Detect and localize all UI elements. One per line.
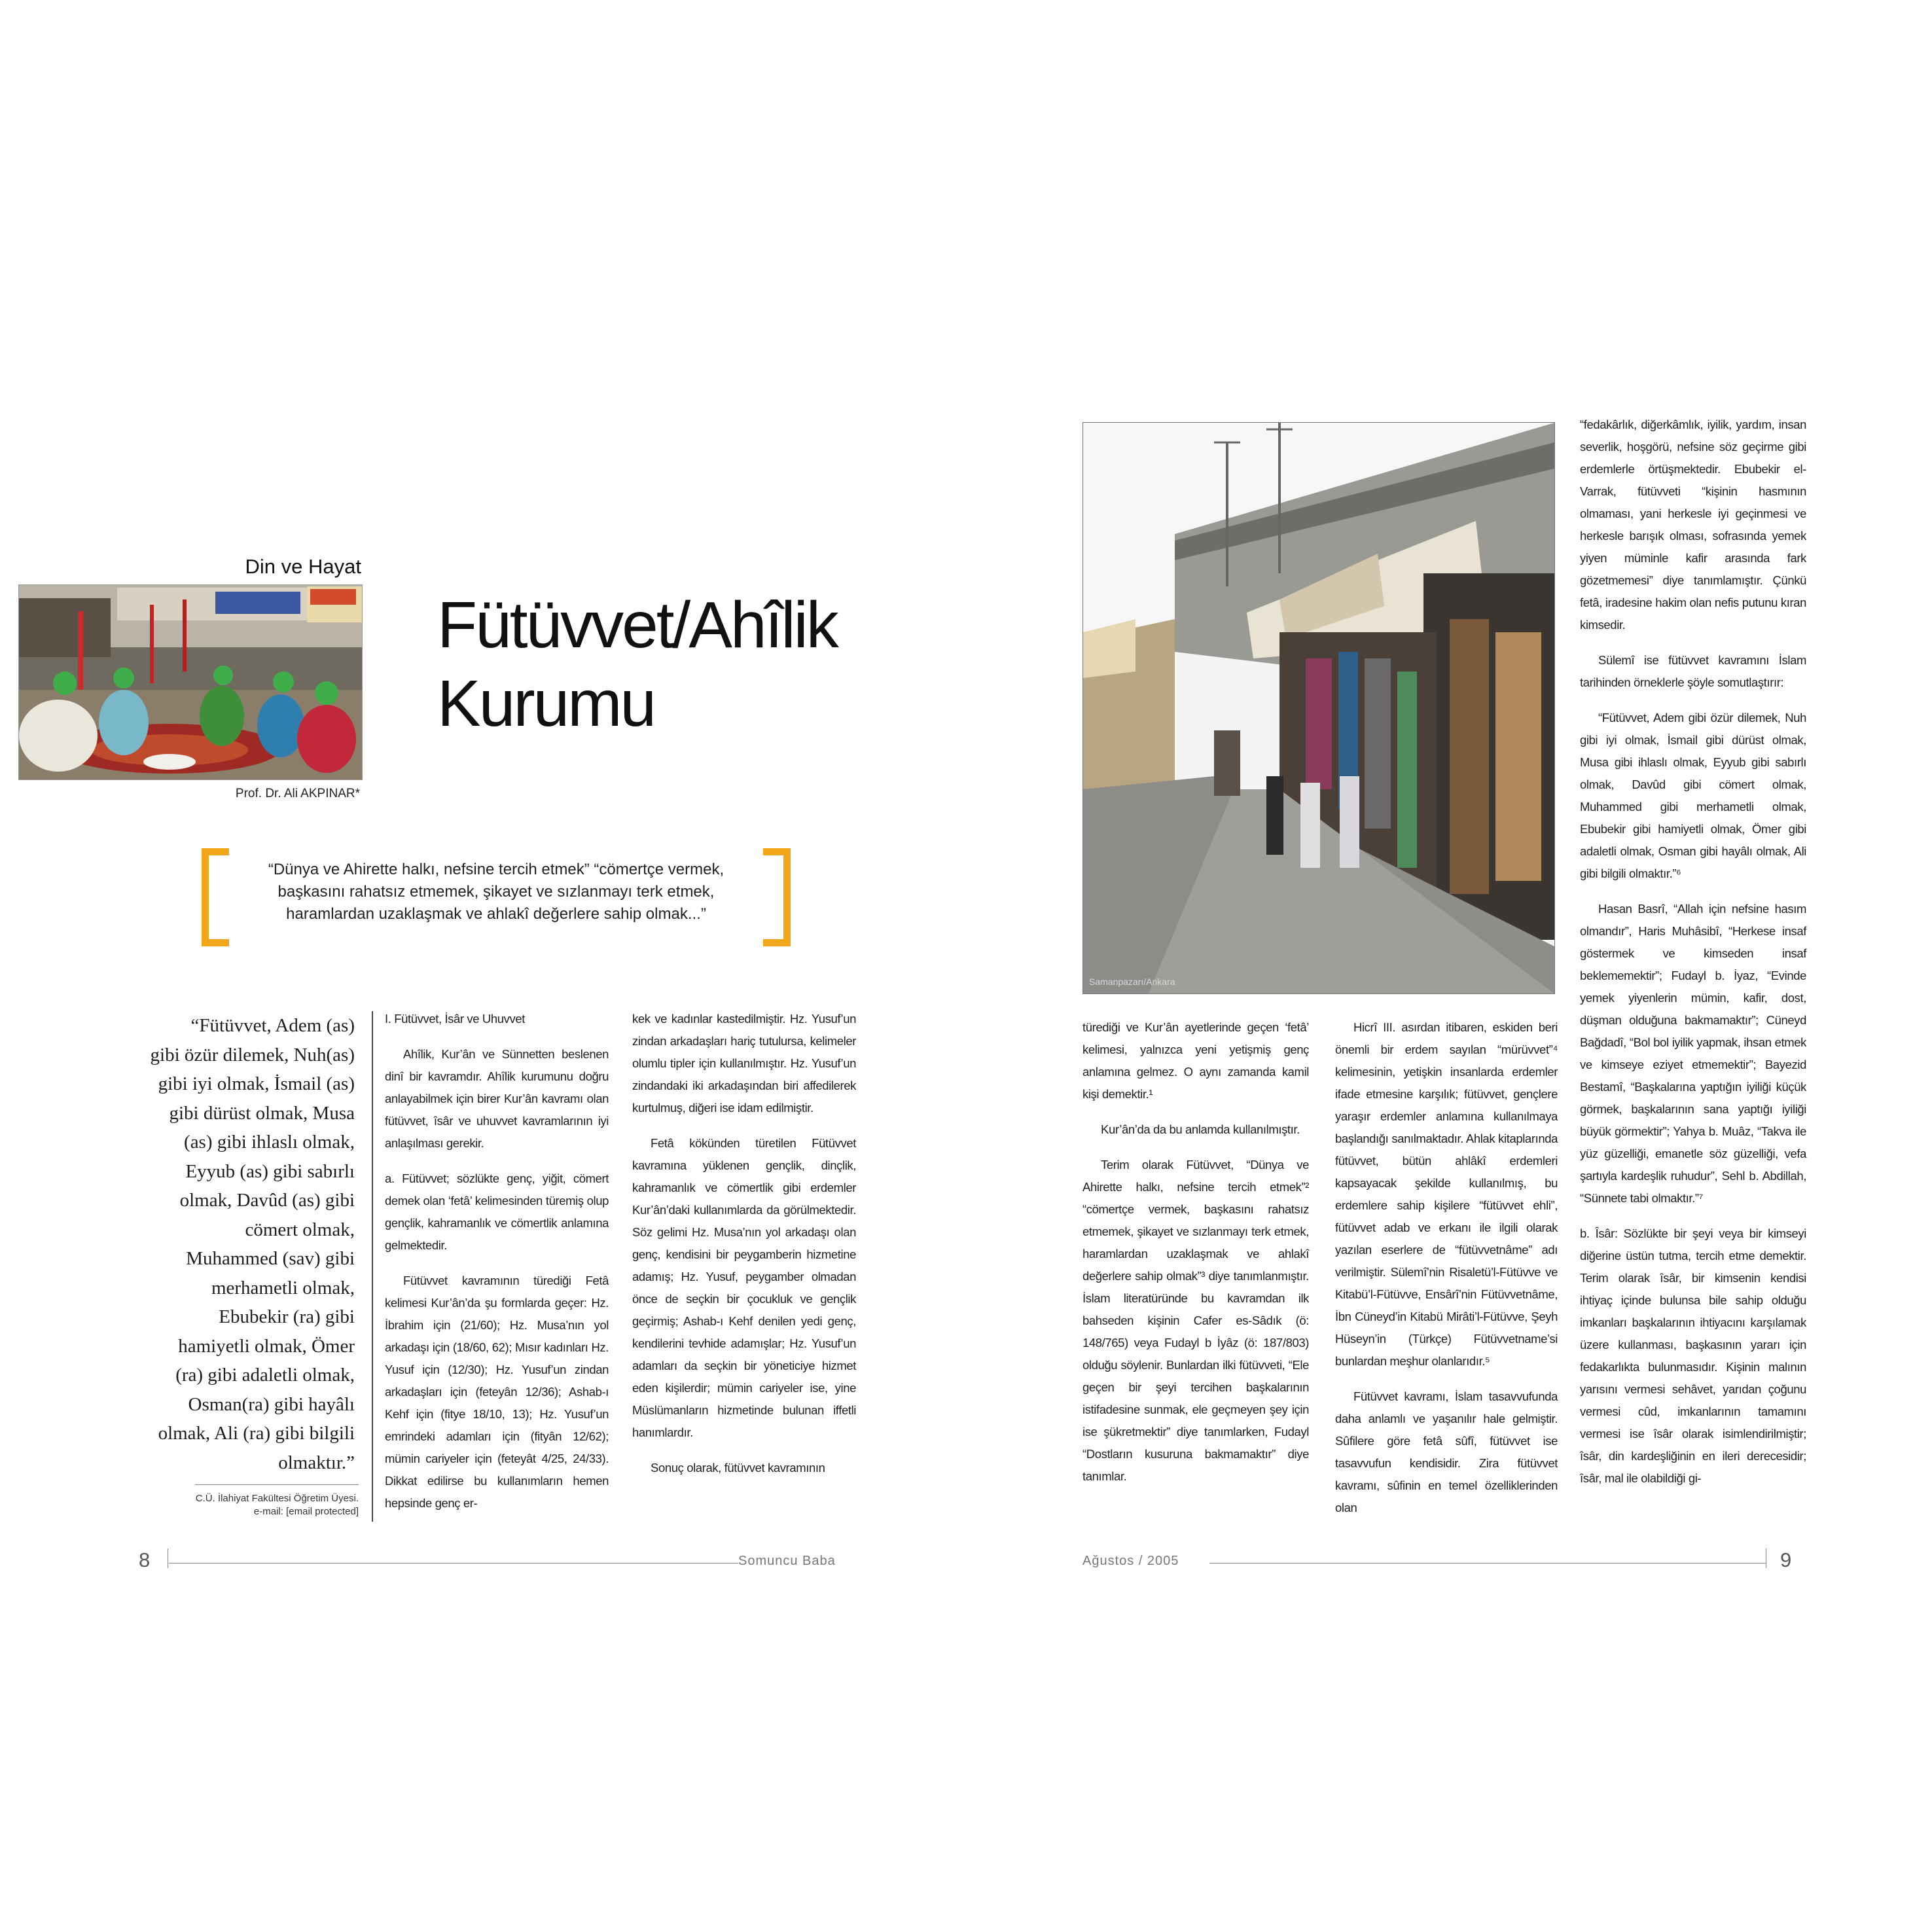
paragraph: b. Îsâr: Sözlükte bir şeyi veya bir kimseyi diğerine üstün tutma, tercih etme demektir. Terim olarak îsâr, bir kimsenin kendisi ihtiyaç içinde bulunsa bile sahip olduğu imkanları başkalarının ihtiyacını karşılamak üzere kullanması, başkasının yararı için fedakarlıkta bulunmasıdır. Kişinin malının yarısını vermesi sehâvet, yarıdan çoğunu vermesi cûd, imkanlarının tamamını vermesi ise îsâr olarak isimlendirilmiştir; îsâr, din kardeşliğinin en ileri derecesidir; îsâr, mal ile olabildiği gi- xyxy=(1580,1226,1806,1485)
paragraph: Hasan Basrî, “Allah için nefsine hasım olmandır”, Haris Muhâsibî, “Herkese insaf göstermek ve kimseden insaf beklememektir”; Fudayl b. İyaz, “Evinde yemek yiyenlerin mümin, kafir, dost, düşman olduğuna bakmamaktır”; Cüneyd Bağdadî, “Bol bol iyilik yapmak, ihsan etmek ve kimseye eziyet etmemektir”; Bayezid Bestamî, “Başkalarına yaptığın iyiliği küçük görmek, başkalarının sana yaptığı iyiliği büyük görmektir”; Yahya b. Muâz, “Takva ile yüz güzelliği, emanetle söz güzelliği, vefa şartıyla kardeşlik ruhudur”, Sehl b. Abdillah, “Sünnete tabi olmaktır.”⁷ xyxy=(1580,902,1806,1205)
paragraph: türediği ve Kur’ân ayetlerinde geçen ‘fetâ’ kelimesi, yalnızca yeni yetişmiş genç anlamına gelmez. O aynı zamanda kamil kişi demektir.¹ xyxy=(1082,1020,1309,1101)
page-number-right: 9 xyxy=(1780,1548,1792,1571)
paragraph: Ahîlik, Kur’ân ve Sünnetten beslenen dinî bir kavramdır. Ahîlik kurumunu doğru anlayabilmek için birer Kur’ân kavramı olan fütüvvet, îsâr ve uhuvvet kavramlarının iyi anlaşılması gerekir. xyxy=(385,1047,609,1150)
affiliation-divider xyxy=(195,1484,359,1485)
intro-quote xyxy=(202,848,791,948)
pull-quote-line: gibi dürüst olmak, Musa xyxy=(169,1102,355,1124)
pull-quote-line: olmaktır.” xyxy=(278,1452,355,1473)
paragraph: Sonuç olarak, fütüvvet kavramının xyxy=(651,1461,825,1475)
text-column-4 xyxy=(1335,1016,1558,1532)
left-bracket xyxy=(202,848,229,946)
paragraph: Fetâ kökünden türetilen Fütüvvet kavramına yüklenen gençlik, dinçlik, kahramanlık ve cömertlik gibi erdemler Kur’ân’daki kullanımlarda da görülmektedir. Söz gelimi Hz. Musa’nın yol arkadaşı olan genç, kendisini bir peygamberin hizmetine adamış; Hz. Yusuf, peygamber olmadan önce de seçkin bir çocukluk ve gençlik geçirmiş; Ashab-ı Kehf denilen yedi genç, kendilerini tevhide adamışlar; Hz. Yusuf’un adamları da seçkin bir yöneticiye hizmet eden kişilerdir; mümin cariyeler ise, yine Müslümanların hizmetinde bulunan iffetli hanımlardır. xyxy=(632,1136,856,1439)
pull-quote-line: “Fütüvvet, Adem (as) xyxy=(190,1015,355,1036)
pull-quote-line: hamiyetli olmak, Ömer xyxy=(178,1335,355,1357)
pull-quote-line: merhametli olmak, xyxy=(211,1277,355,1298)
column-divider xyxy=(372,1011,373,1522)
paragraph: “Fütüvvet, Adem gibi özür dilemek, Nuh gibi iyi olmak, İsmail gibi dürüst olmak, Musa gibi ihlaslı olmak, Eyyub gibi sabırlı olmak, Davûd gibi cömert olmak, Muhammed gibi merhametli olmak, Ebubekir gibi hamiyetli olmak, Ömer gibi adaletli olmak, Osman gibi hayâlı olmak, Ali gibi bilgili olmaktır.”⁶ xyxy=(1580,711,1806,880)
article-title xyxy=(437,586,895,743)
footer-rule-right xyxy=(1209,1563,1766,1564)
section-label: Din ve Hayat xyxy=(245,555,361,578)
ceremony-photo-illustration xyxy=(19,585,362,779)
footer-rule-left xyxy=(169,1563,738,1564)
paragraph: Kur’ân’da da bu anlamda kullanılmıştır. xyxy=(1101,1122,1300,1136)
author-email[interactable]: e-mail: [email protected] xyxy=(253,1506,359,1517)
intro-quote-line: haramlardan uzaklaşmak ve ahlakî değerlere sahip olmak...” xyxy=(286,905,706,923)
pull-quote-line: gibi iyi olmak, İsmail (as) xyxy=(158,1073,355,1094)
bazaar-street-illustration xyxy=(1083,423,1554,993)
photo-caption: Samanpazarı/Ankara xyxy=(1089,976,1175,987)
title-line-2: Kurumu xyxy=(437,667,655,740)
author-affiliation xyxy=(157,1492,359,1518)
pull-quote xyxy=(105,1011,355,1477)
text-column-2 xyxy=(632,1008,856,1492)
paragraph: Fütüvvet kavramı, İslam tasavvufunda daha anlamlı ve yaşanılır hale gelmiştir. Sûfilere göre fetâ sûfî, fütüvvet ise tasavvufun kendisidir. Zira fütüvvet kavramı, sûfinin en temel özelliklerinden olan xyxy=(1335,1389,1558,1514)
magazine-name: Somuncu Baba xyxy=(738,1554,836,1568)
paragraph: Terim olarak Fütüvvet, “Dünya ve Ahirette halkı, nefsine tercih etmek”² “cömertçe vermek, başkasını rahatsız etmemek, şikayet ve sızlanmayı terk etmek, haramlardan uzaklaşmak ve ahlakî değerlere sahip olmak”³ diye tanımlanmıştır. İslam literatüründe bu kavramdan ilk bahseden kişinin Cafer es-Sâdık (ö: 148/765) veya Fudayl b İyâz (ö: 187/803) olduğu söylenir. Bunlardan ilki fütüvveti, “Ele geçen bir şeyi tercihen başkalarının istifadesine sunmak, ele geçmeyen şey için ise şükretmektir” diye tanımlarken, Fudayl “Dostların kusuruna bakmamaktır” diye tanımlar. xyxy=(1082,1158,1309,1483)
ceremony-photo xyxy=(18,584,363,780)
intro-quote-line: “Dünya ve Ahirette halkı, nefsine tercih etmek” “cömertçe vermek, xyxy=(268,861,724,878)
pull-quote-line: gibi özür dilemek, Nuh(as) xyxy=(150,1044,355,1065)
pull-quote-line: Osman(ra) gibi hayâlı xyxy=(188,1393,355,1415)
title-line-1: Fütüvvet/Ahîlik xyxy=(437,588,837,662)
pull-quote-line: Eyyub (as) gibi sabırlı xyxy=(185,1160,355,1182)
paragraph: Sülemî ise fütüvvet kavramını İslam tarihinden örneklerle şöyle somutlaştırır: xyxy=(1580,653,1806,689)
text-column-1 xyxy=(385,1008,609,1528)
text-column-3 xyxy=(1082,1016,1309,1501)
pull-quote-line: (as) gibi ihlaslı olmak, xyxy=(184,1132,355,1153)
intro-quote-text xyxy=(241,859,751,925)
paragraph: kek ve kadınlar kastedilmiştir. Hz. Yusuf’un zindan arkadaşları hariç tutulursa, kelimeler olumlu tipler için kullanılmıştır. Hz. Yusuf’un zindandaki iki arkadaşından biri affedilerek kurtulmuş, diğeri ise idam edilmiştir. xyxy=(632,1012,856,1115)
text-column-5 xyxy=(1580,414,1806,1503)
pull-quote-line: olmak, Davûd (as) gibi xyxy=(179,1190,355,1211)
paragraph: Hicrî III. asırdan itibaren, eskiden beri önemli bir erdem sayılan “mürüvvet”⁴ kelimesinin, yetişkin insanlarda erdemler ifade etmesine karşılık; fütüvvet, gençlere yaraşır erdemler anlamına kullanılmaya başlandığı sanılmaktadır. Ahlak kitaplarında fütüvvet, bütün ahlâkî erdemleri kapsayacak şekilde kullanılmış, bu erdemlere sahip kişilere “fütüvvet ehli”, fütüvvet adab ve erkanı ile ilgili olarak yazılan eserlere de “fütüvvetnâme” adı verilmiştir. Sülemî’nin Risaletü’l-Fütüvve ve Kitabü’l-Fütüvve, Ensârî’nin Fütüvvetnâme, İbn Cüneyd’in Kitabü Mirâti’l-Fütüvve, Şeyh Hüseyn’in (Türkçe) Fütüvvetname’si bunlardan meşhur olanlarıdır.⁵ xyxy=(1335,1020,1558,1368)
paragraph: Fütüvvet kavramının türediği Fetâ kelimesi Kur’ân’da şu formlarda geçer: Hz. İbrahim için (21/60); Hz. Musa’nın yol arkadaşı için (18/60, 62); Mısır kadınları Hz. Yusuf için (12/30); Hz. Yusuf’un zindan arkadaşları için (feteyân 12/36); Ashab-ı Kehf için (fitye 18/10, 13); Hz. Yusuf’un emrindeki adamları için (fityân 12/62); mümin cariyeler için (feteyât 4/25, 24/33). Dikkat edilirse bu kullanımların hemen hepsinde genç er- xyxy=(385,1274,609,1510)
pull-quote-line: cömert olmak, xyxy=(245,1219,355,1240)
page-number-left: 8 xyxy=(139,1548,151,1571)
author-byline: Prof. Dr. Ali AKPINAR* xyxy=(235,787,360,800)
pull-quote-line: olmak, Ali (ra) gibi bilgili xyxy=(158,1423,355,1444)
section-heading: I. Fütüvvet, İsâr ve Uhuvvet xyxy=(385,1012,525,1026)
pull-quote-line: Muhammed (sav) gibi xyxy=(186,1248,355,1269)
affiliation-line: C.Ü. İlahiyat Fakültesi Öğretim Üyesi. xyxy=(195,1493,359,1504)
bazaar-street-photo xyxy=(1082,422,1555,994)
paragraph: “fedakârlık, diğerkâmlık, iyilik, yardım, insan severlik, hoşgörü, nefsine söz geçirme gibi erdemlerle örtüşmektedir. Ebubekir el-Varrak, fütüvveti “kişinin hasmının olmaması, yani herkesle iyi geçinmesi ve herkesle barışık olması, sofrasında yemek yiyen müminle kafir arasında fark gözetmemesi” diye tanımlamıştır. Çünkü fetâ, iradesine hakim olan nefis putunu kıran kimsedir. xyxy=(1580,418,1806,632)
pull-quote-line: Ebubekir (ra) gibi xyxy=(219,1306,355,1327)
intro-quote-line: başkasını rahatsız etmemek, şikayet ve sızlanmayı terk etmek, xyxy=(277,883,715,901)
issue-date: Ağustos / 2005 xyxy=(1082,1554,1179,1568)
right-bracket xyxy=(763,848,791,946)
pull-quote-line: (ra) gibi adaletli olmak, xyxy=(175,1365,355,1386)
paragraph: a. Fütüvvet; sözlükte genç, yiğit, cömert demek olan ‘fetâ’ kelimesinden türemiş olup gençlik, kahramanlık ve cömertlik anlamına gelmektedir. xyxy=(385,1172,609,1252)
